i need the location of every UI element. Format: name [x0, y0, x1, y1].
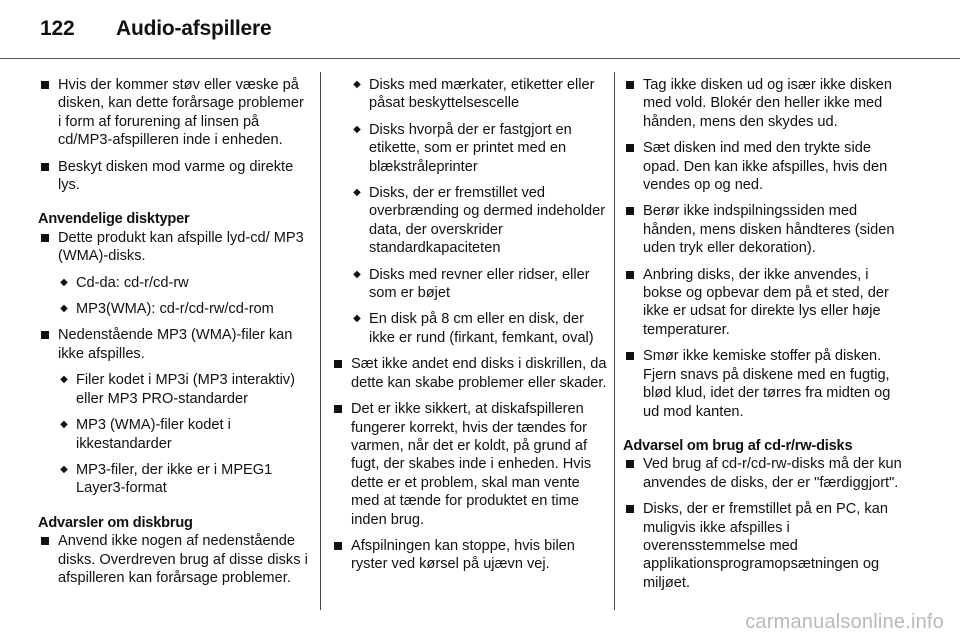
diamond-bullet-icon: ◆	[353, 123, 361, 135]
square-bullet-icon	[626, 144, 634, 152]
list-item: Nedenstående MP3 (WMA)-filer kan ikke afspilles.	[38, 326, 310, 363]
list-item: Smør ikke kemiske stoffer på disken. Fjern snavs på diskene med en fugtig, blød klud, idet der tørres fra midten og ud mod kanten.	[623, 347, 903, 421]
list-item: Disks, der er fremstillet på en PC, kan muligvis ikke afspilles i overensstemmelse med applikationsprogramopsætningen og miljøet.	[623, 500, 903, 592]
square-bullet-icon	[626, 207, 634, 215]
sub-list-item: ◆ MP3(WMA): cd-r/cd-rw/cd-rom	[38, 300, 310, 318]
sub-list-item: ◆ Cd-da: cd-r/cd-rw	[38, 274, 310, 292]
diamond-bullet-icon: ◆	[353, 313, 361, 325]
diamond-bullet-icon: ◆	[353, 79, 361, 90]
sub-list-item: ◆ Disks med mærkater, etiketter eller påsat beskyttelsescelle	[331, 76, 607, 113]
diamond-bullet-icon: ◆	[60, 374, 68, 386]
section-heading: Anvendelige disktyper	[38, 211, 190, 228]
diamond-bullet-icon: ◆	[353, 268, 361, 280]
column-2	[331, 76, 607, 582]
page-number: 122	[40, 17, 75, 40]
sub-list-item: ◆ Disks med revner eller ridser, eller som er bøjet	[331, 266, 607, 303]
sub-list-item: ◆ MP3 (WMA)-filer kodet i ikkestandarder	[38, 416, 310, 453]
column-divider	[320, 72, 321, 610]
list-item: Sæt ikke andet end disks i diskrillen, da dette kan skabe problemer eller skader.	[331, 355, 607, 392]
header-rule	[0, 58, 960, 59]
list-item: Tag ikke disken ud og især ikke disken med vold. Blokér den heller ikke med hånden, mens den skydes ud.	[623, 76, 903, 131]
list-item: Berør ikke indspilningssiden med hånden, mens disken håndteres (siden uden tryk eller dekoration).	[623, 202, 903, 257]
list-item: Beskyt disken mod varme og direkte lys.	[38, 158, 310, 195]
sub-list-item: ◆ Filer kodet i MP3i (MP3 interaktiv) eller MP3 PRO-standarder	[38, 371, 310, 408]
sub-list-item: ◆ Disks, der er fremstillet ved overbrænding og dermed indeholder data, der overskrider standardkapaciteten	[331, 184, 607, 258]
square-bullet-icon	[41, 234, 49, 242]
page-title: Audio-afspillere	[116, 17, 272, 40]
list-item: Anbring disks, der ikke anvendes, i bokse og opbevar dem på et sted, der ikke er udsat for direkte lys eller høje temperaturer.	[623, 266, 903, 340]
list-item: Hvis der kommer støv eller væske på disken, kan dette forårsage problemer i form af forurening af linsen på cd/MP3-afspilleren inde i enheden.	[38, 76, 310, 150]
diamond-bullet-icon: ◆	[60, 303, 68, 315]
diamond-bullet-icon: ◆	[353, 187, 361, 199]
section-heading: Advarsler om diskbrug	[38, 514, 193, 531]
list-item: Sæt disken ind med den trykte side opad. Den kan ikke afspilles, hvis den vendes op og ned.	[623, 139, 903, 194]
list-item: Det er ikke sikkert, at diskafspilleren fungerer korrekt, hvis der tændes for varmen, når det er koldt, på grund af fugt, der skabes inde i enheden. Hvis dette er et problem, skal man vente med at tænde for produktet en time inden brug.	[331, 400, 607, 529]
square-bullet-icon	[41, 163, 49, 171]
column-1	[38, 76, 310, 595]
diamond-bullet-icon: ◆	[60, 276, 68, 288]
sub-list-item: ◆ MP3-filer, der ikke er i MPEG1 Layer3-format	[38, 461, 310, 498]
column-divider	[614, 72, 615, 610]
section-heading: Advarsel om brug af cd-r/rw-disks	[623, 437, 853, 454]
list-item: Anvend ikke nogen af nedenstående disks. Overdreven brug af disse disks i afspilleren kan forårsage problemer.	[38, 532, 310, 587]
square-bullet-icon	[626, 505, 634, 513]
page-header	[40, 14, 272, 44]
square-bullet-icon	[334, 405, 342, 413]
watermark: carmanualsonline.info	[745, 611, 944, 633]
square-bullet-icon	[334, 542, 342, 550]
sub-list-item: ◆ Disks hvorpå der er fastgjort en etikette, som er printet med en blækstråleprinter	[331, 121, 607, 176]
list-item: Dette produkt kan afspille lyd-cd/ MP3 (WMA)-disks.	[38, 229, 310, 266]
diamond-bullet-icon: ◆	[60, 419, 68, 431]
square-bullet-icon	[626, 460, 634, 468]
diamond-bullet-icon: ◆	[60, 463, 68, 475]
square-bullet-icon	[41, 537, 49, 545]
square-bullet-icon	[334, 360, 342, 368]
square-bullet-icon	[41, 81, 49, 89]
column-3	[623, 76, 903, 600]
square-bullet-icon	[626, 352, 634, 360]
list-item: Afspilningen kan stoppe, hvis bilen ryster ved kørsel på ujævn vej.	[331, 537, 607, 574]
sub-list-item: ◆ En disk på 8 cm eller en disk, der ikke er rund (firkant, femkant, oval)	[331, 310, 607, 347]
square-bullet-icon	[626, 271, 634, 279]
square-bullet-icon	[626, 81, 634, 89]
square-bullet-icon	[41, 331, 49, 339]
list-item: Ved brug af cd-r/cd-rw-disks må der kun anvendes de disks, der er "færdiggjort".	[623, 455, 903, 492]
